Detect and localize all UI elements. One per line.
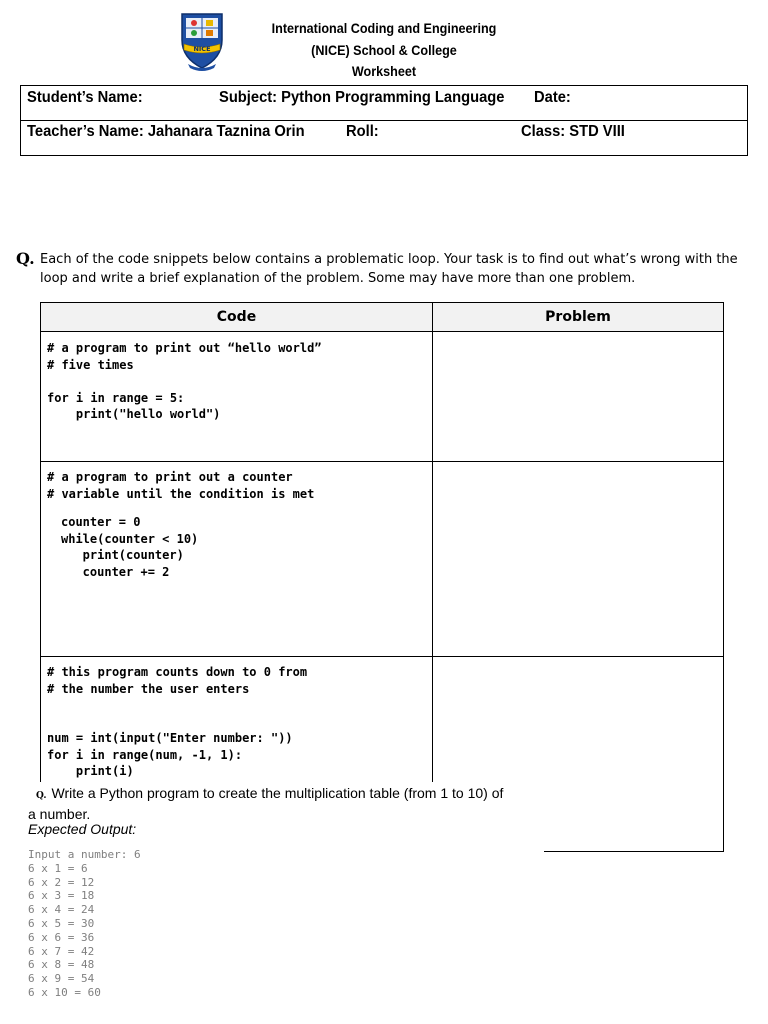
problem-answer-cell-2[interactable]: [433, 462, 723, 655]
logo-text: NICE: [193, 45, 211, 53]
question-1-mark: Q.: [16, 249, 35, 268]
problem-column-header: Problem: [545, 309, 611, 325]
code-column-header: Code: [216, 309, 257, 325]
question-1-text: Each of the code snippets below contains a problematic loop. Your task is to find out what’s wrong with the loop and write a brief explanation of the problem. Some may have more than one problem.: [40, 252, 738, 286]
code-problem-table: [40, 302, 724, 852]
table-bottom-border: [544, 851, 724, 852]
code-snippet-2-comment: # a program to print out a counter # variable until the condition is met: [47, 470, 315, 501]
code-snippet-1: # a program to print out “hello world” # five times for i in range = 5: print("hello world"): [47, 341, 322, 421]
subject-field: Subject: Python Programming Language: [219, 89, 505, 106]
question-2-text-line1: Write a Python program to create the multiplication table (from 1 to 10) of: [51, 785, 504, 801]
teacher-name-field: Teacher’s Name: Jahanara Taznina Orin: [27, 123, 305, 140]
date-field: Date:: [534, 89, 571, 106]
class-field: Class: STD VIII: [521, 123, 625, 140]
expected-output-label: Expected Output:: [28, 821, 137, 837]
info-table-divider: [21, 120, 747, 121]
worksheet-title: Worksheet: [351, 63, 417, 79]
problem-answer-cell-1[interactable]: [433, 332, 723, 460]
expected-output-block: Input a number: 6 6 x 1 = 6 6 x 2 = 12 6 x 3 = 18 6 x 4 = 24 6 x 5 = 30 6 x 6 = 36 6 x 7 = 42 6 x 8 = 48 6 x 9 = 54 6 x 10 = 60: [28, 848, 141, 999]
student-name-field: Student’s Name:: [27, 89, 143, 106]
question-2-text-line2: a number.: [28, 806, 91, 822]
school-logo: [176, 10, 228, 72]
question-2: [28, 784, 503, 823]
roll-field: Roll:: [346, 123, 379, 140]
school-name-line2: (NICE) School & College: [311, 41, 457, 58]
student-info-table: [20, 85, 748, 156]
code-snippet-3: # this program counts down to 0 from # the number the user enters num = int(input("Enter number: ")) for i in range(num, -1, 1): print(i): [47, 665, 308, 778]
school-header: [254, 18, 513, 83]
question-2-mark: Q.: [36, 791, 47, 801]
school-name-line1: International Coding and Engineering: [271, 20, 497, 36]
code-snippet-2-body: counter = 0 while(counter < 10) print(counter) counter += 2: [61, 515, 199, 579]
